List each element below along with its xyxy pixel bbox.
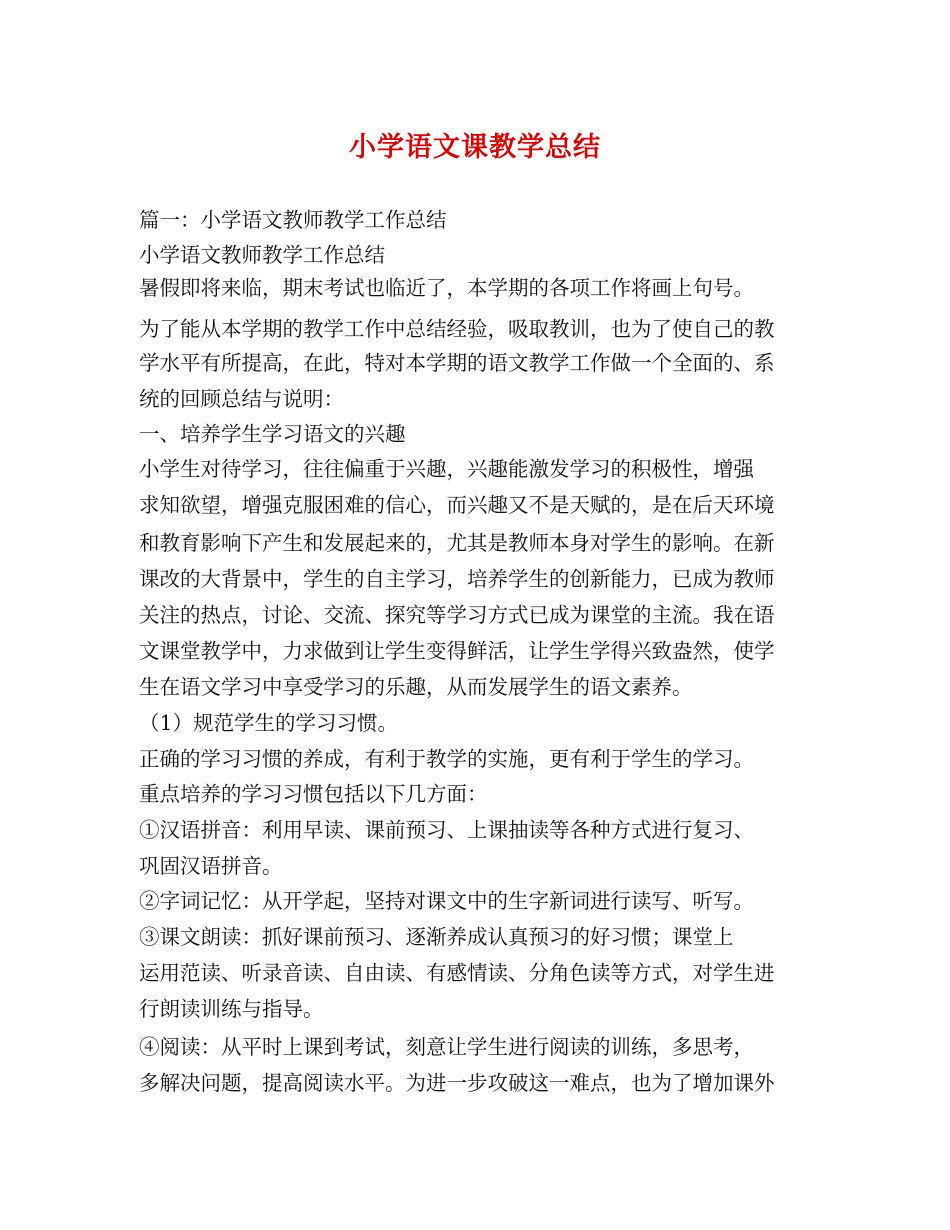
- text-line: ④阅读：从平时上课到考试，刻意让学生进行阅读的训练，多思考，: [139, 1035, 754, 1059]
- text-line: 正确的学习习惯的养成，有利于教学的实施，更有利于学生的学习。: [139, 747, 754, 771]
- text-line: 和教育影响下产生和发展起来的，尤其是教师本身对学生的影响。在新: [139, 531, 775, 555]
- text-line: 课改的大背景中，学生的自主学习，培养学生的创新能力，已成为教师: [139, 567, 775, 591]
- text-line: 篇一：小学语文教师教学工作总结: [139, 208, 447, 232]
- text-line: 巩固汉语拼音。: [139, 854, 283, 878]
- text-line: 暑假即将来临，期末考试也临近了，本学期的各项工作将画上句号。: [139, 276, 754, 300]
- text-line: 重点培养的学习习惯包括以下几方面：: [139, 782, 488, 806]
- text-line: 学水平有所提高，在此，特对本学期的语文教学工作做一个全面的、系: [139, 351, 775, 375]
- text-line: 生在语文学习中享受学习的乐趣，从而发展学生的语文素养。: [139, 675, 693, 699]
- text-line: （1）规范学生的学习习惯。: [139, 711, 399, 735]
- text-line: ①汉语拼音：利用早读、课前预习、上课抽读等各种方式进行复习、: [139, 818, 754, 842]
- text-line: 一、培养学生学习语文的兴趣: [139, 422, 406, 446]
- text-line: 求知欲望，增强克服困难的信心，而兴趣又不是天赋的，是在后天环境: [139, 493, 775, 517]
- text-line: 运用范读、听录音读、自由读、有感情读、分角色读等方式，对学生进: [139, 961, 775, 985]
- text-line: 文课堂教学中，力求做到让学生变得鲜活，让学生学得兴致盎然，使学: [139, 639, 775, 663]
- text-line: 关注的热点，讨论、交流、探究等学习方式已成为课堂的主流。我在语: [139, 603, 775, 627]
- text-line: ③课文朗读：抓好课前预习、逐渐养成认真预习的好习惯；课堂上: [139, 925, 734, 949]
- text-line: 小学生对待学习，往往偏重于兴趣，兴趣能激发学习的积极性，增强: [139, 457, 754, 481]
- text-line: 多解决问题，提高阅读水平。为进一步攻破这一难点，也为了增加课外: [139, 1071, 775, 1095]
- text-line: 小学语文教师教学工作总结: [139, 243, 385, 267]
- text-line: ②字词记忆：从开学起，坚持对课文中的生字新词进行读写、听写。: [139, 889, 754, 913]
- text-line: 为了能从本学期的教学工作中总结经验，吸取教训，也为了使自己的教: [139, 317, 775, 341]
- text-line: 统的回顾总结与说明：: [139, 387, 344, 411]
- document-title: 小学语文课教学总结: [349, 132, 601, 163]
- text-line: 行朗读训练与指导。: [139, 997, 324, 1021]
